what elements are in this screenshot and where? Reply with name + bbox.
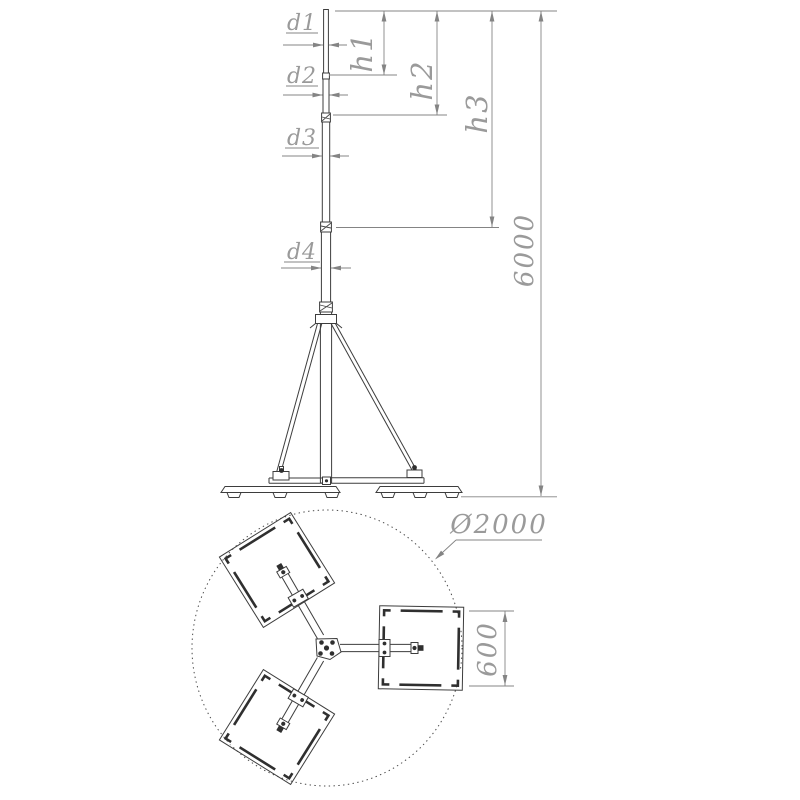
height-label-h3: h3 bbox=[460, 92, 494, 134]
tripod bbox=[269, 315, 424, 485]
arm-right bbox=[340, 640, 424, 657]
mast-joint bbox=[320, 302, 333, 312]
base-plates-side bbox=[221, 487, 462, 498]
base-plate-lower-left bbox=[219, 670, 334, 785]
diameter-label-d1: d1 bbox=[286, 11, 318, 36]
total-height-label: 6000 bbox=[510, 212, 540, 288]
diameter-label-d3: d3 bbox=[286, 126, 318, 151]
height-label-h1: h1 bbox=[345, 31, 379, 73]
center-hub bbox=[316, 639, 341, 660]
arm-lower-left bbox=[271, 655, 327, 736]
side-view bbox=[221, 10, 557, 498]
diameter-label-d4: d4 bbox=[286, 240, 318, 265]
height-label-h2: h2 bbox=[405, 59, 439, 101]
mast bbox=[320, 10, 333, 484]
mast-joint bbox=[321, 222, 332, 232]
tripod-collar bbox=[316, 315, 337, 324]
diameter-label-d2: d2 bbox=[286, 64, 318, 89]
base-plate-upper-left bbox=[219, 513, 334, 628]
base-circle-diameter-label: Ø2000 bbox=[450, 510, 548, 540]
mast-joint bbox=[322, 113, 331, 122]
diameter-leader bbox=[433, 540, 542, 561]
arm-upper-left bbox=[271, 560, 327, 641]
top-view bbox=[192, 510, 548, 786]
plate-size-label: 600 bbox=[473, 621, 503, 677]
